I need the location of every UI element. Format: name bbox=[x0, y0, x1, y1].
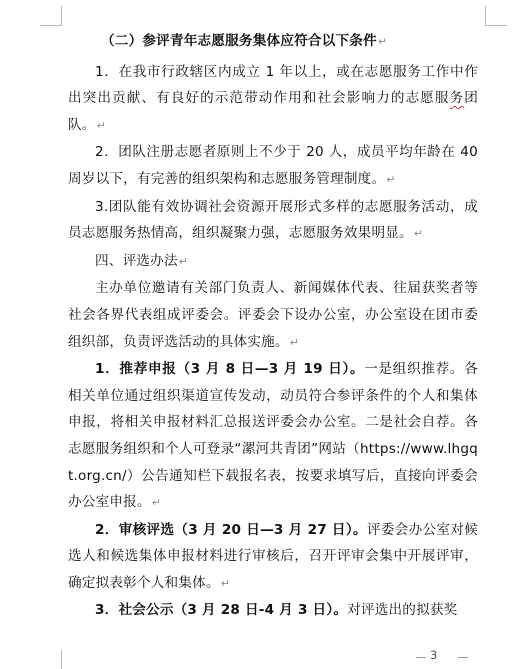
step-title-review: 2．审核评选（3 月 20 日—3 月 27 日）。 bbox=[95, 521, 367, 538]
document-body bbox=[68, 28, 478, 624]
paragraph-3: 3.团队能有效协调社会资源开展形式多样的志愿服务活动，成员志愿服务热情高，组织凝聚力强，志愿服务效果明显。↵ bbox=[68, 198, 478, 242]
footer-dash-left bbox=[416, 657, 426, 658]
paragraph-7: 2．审核评选（3 月 20 日—3 月 27 日）。评委会办公室对候选人和候选集体申报材料进行审核后，召开评审会集中开展评审，确定拟表彰个人和集体。↵ bbox=[68, 521, 478, 591]
paragraph-mark: ↵ bbox=[386, 172, 396, 186]
paragraph-mark: ↵ bbox=[220, 576, 231, 590]
paragraph-mark: ↵ bbox=[151, 496, 162, 510]
footer-dash-right bbox=[458, 657, 468, 658]
step-title-publicity: 3．社会公示（3 月 28 日-4 月 3 日）。 bbox=[95, 602, 348, 619]
paragraph-mark: ↵ bbox=[413, 227, 424, 241]
crop-mark-bottom-left-v bbox=[61, 650, 62, 669]
paragraph-mark: ↵ bbox=[178, 254, 189, 268]
section-heading: （二）参评青年志愿服务集体应符合以下条件↵ bbox=[101, 33, 388, 49]
step-title-recommend: 1．推荐申报（3 月 8 日—3 月 19 日）。 bbox=[95, 361, 365, 378]
page-number: 3 bbox=[430, 648, 439, 662]
paragraph-6: 1．推荐申报（3 月 8 日—3 月 19 日）。一是组织推荐。各相关单位通过组织渠道宣传发动，动员符合参评条件的个人和集体申报，将相关申报材料汇总报送评委会办公室。二是社会自荐。各志愿服务组织和个人可登录“漯河共青团”网站（https://www.lhgqt.org.cn/）公告通知栏下载报名表，按要求填写后，直接向评委会办公室申报。↵ bbox=[68, 361, 478, 511]
paragraph-2: 2．团队注册志愿者原则上不少于 20 人，成员平均年龄在 40 周岁以下，有完善的组织架构和志愿服务管理制度。↵ bbox=[68, 144, 478, 187]
crop-mark-top-left-h bbox=[40, 25, 62, 26]
crop-mark-top-left-v bbox=[61, 6, 62, 26]
spellcheck-underlined-word: 务 bbox=[449, 90, 465, 107]
paragraph-mark: ↵ bbox=[377, 35, 388, 48]
crop-mark-top-right-h bbox=[485, 25, 507, 26]
section-title-evaluation-method: 四、评选办法↵ bbox=[95, 252, 189, 269]
paragraph-mark: ↵ bbox=[289, 335, 300, 349]
crop-mark-top-right-v bbox=[485, 6, 486, 26]
paragraph-mark: ↵ bbox=[96, 118, 107, 132]
paragraph-5: 主办单位邀请有关部门负责人、新闻媒体代表、往届获奖者等社会各界代表组成评委会。评委会下设办公室，办公室设在团市委组织部，负责评选活动的具体实施。↵ bbox=[68, 280, 478, 350]
paragraph-1: 1．在我市行政辖区内成立 1 年以上，或在志愿服务工作中作出突出贡献、有良好的示范带动作用和社会影响力的志愿服务团队。↵ bbox=[68, 63, 479, 133]
paragraph-8: 3．社会公示（3 月 28 日-4 月 3 日）。对评选出的拟获奖 bbox=[95, 602, 458, 619]
